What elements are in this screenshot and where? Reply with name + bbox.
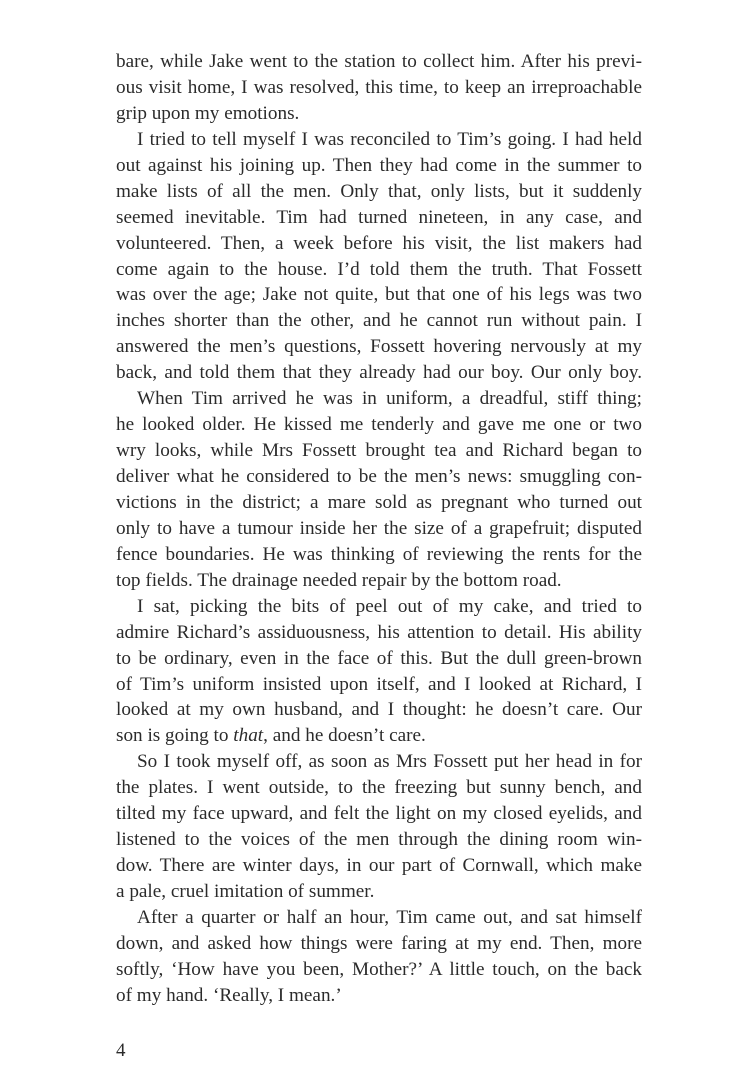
text-line: admire Richard’s assiduousness, his attention to detail. His ability xyxy=(116,621,642,643)
text-line: I sat, picking the bits of peel out of my cake, and tried to xyxy=(137,595,642,617)
text-line: back, and told them that they already had our boy. Our only boy. xyxy=(116,362,642,384)
text-fragment: son is going to xyxy=(116,725,234,747)
text-fragment: , and he doesn’t care. xyxy=(263,725,426,747)
text-line: When Tim arrived he was in uniform, a dreadful, stiff thing; xyxy=(137,388,642,410)
paragraph xyxy=(116,127,642,386)
text-line: come again to the house. I’d told them the truth. That Fossett xyxy=(116,258,642,280)
text-line: After a quarter or half an hour, Tim came out, and sat himself xyxy=(137,906,642,928)
text-line: was over the age; Jake not quite, but that one of his legs was two xyxy=(116,284,642,306)
text-line: of my hand. ‘Really, I mean.’ xyxy=(116,984,342,1006)
text-line: I tried to tell myself I was reconciled to Tim’s going. I had held xyxy=(137,128,642,150)
text-line: down, and asked how things were faring at my end. Then, more xyxy=(116,932,642,954)
text-line: wry looks, while Mrs Fossett brought tea and Richard began to xyxy=(116,440,642,462)
text-line: grip upon my emotions. xyxy=(116,102,300,124)
text-line: volunteered. Then, a week before his visit, the list makers had xyxy=(116,232,642,254)
paragraph xyxy=(116,905,642,1009)
text-line: bare, while Jake went to the station to collect him. After his previ- xyxy=(116,51,642,72)
text-line: victions in the district; a mare sold as pregnant who turned out xyxy=(116,491,642,513)
text-line: to be ordinary, even in the face of this. But the dull green-brown xyxy=(116,647,642,669)
paragraph xyxy=(116,749,642,905)
text-line xyxy=(116,723,642,749)
text-line: deliver what he considered to be the men’s news: smuggling con- xyxy=(116,466,642,487)
text-line: of Tim’s uniform insisted upon itself, and I looked at Richard, I xyxy=(116,673,642,695)
text-line: top fields. The drainage needed repair by the bottom road. xyxy=(116,569,562,591)
text-line: out against his joining up. Then they had come in the summer to xyxy=(116,154,642,176)
body-text xyxy=(116,49,642,1009)
text-line: answered the men’s questions, Fossett hovering nervously at my xyxy=(116,336,642,358)
text-line: a pale, cruel imitation of summer. xyxy=(116,881,375,902)
text-line: softly, ‘How have you been, Mother?’ A little touch, on the back xyxy=(116,958,642,980)
text-line: looked at my own husband, and I thought: he doesn’t care. Our xyxy=(116,699,642,721)
text-line: tilted my face upward, and felt the light on my closed eyelids, and xyxy=(116,803,642,825)
page-number: 4 xyxy=(116,1040,126,1061)
text-line: fence boundaries. He was thinking of reviewing the rents for the xyxy=(116,543,642,565)
text-line: So I took myself off, as soon as Mrs Fossett put her head in for xyxy=(137,751,642,773)
text-line: make lists of all the men. Only that, only lists, but it suddenly xyxy=(116,180,642,202)
text-line: listened to the voices of the men through the dining room win- xyxy=(116,829,642,851)
paragraph xyxy=(116,594,642,750)
paragraph xyxy=(116,49,642,127)
paragraph xyxy=(116,386,642,594)
text-line: he looked older. He kissed me tenderly and gave me one or two xyxy=(116,414,642,436)
text-line: dow. There are winter days, in our part of Cornwall, which make xyxy=(116,855,642,877)
text-line: inches shorter than the other, and he cannot run without pain. I xyxy=(116,310,642,332)
text-line: the plates. I went outside, to the freezing but sunny bench, and xyxy=(116,777,642,799)
italic-emphasis: that xyxy=(233,725,264,747)
text-line: seemed inevitable. Tim had turned nineteen, in any case, and xyxy=(116,206,642,228)
text-line: ous visit home, I was resolved, this time, to keep an irreproachable xyxy=(116,76,642,98)
text-line: only to have a tumour inside her the size of a grapefruit; disputed xyxy=(116,517,642,539)
